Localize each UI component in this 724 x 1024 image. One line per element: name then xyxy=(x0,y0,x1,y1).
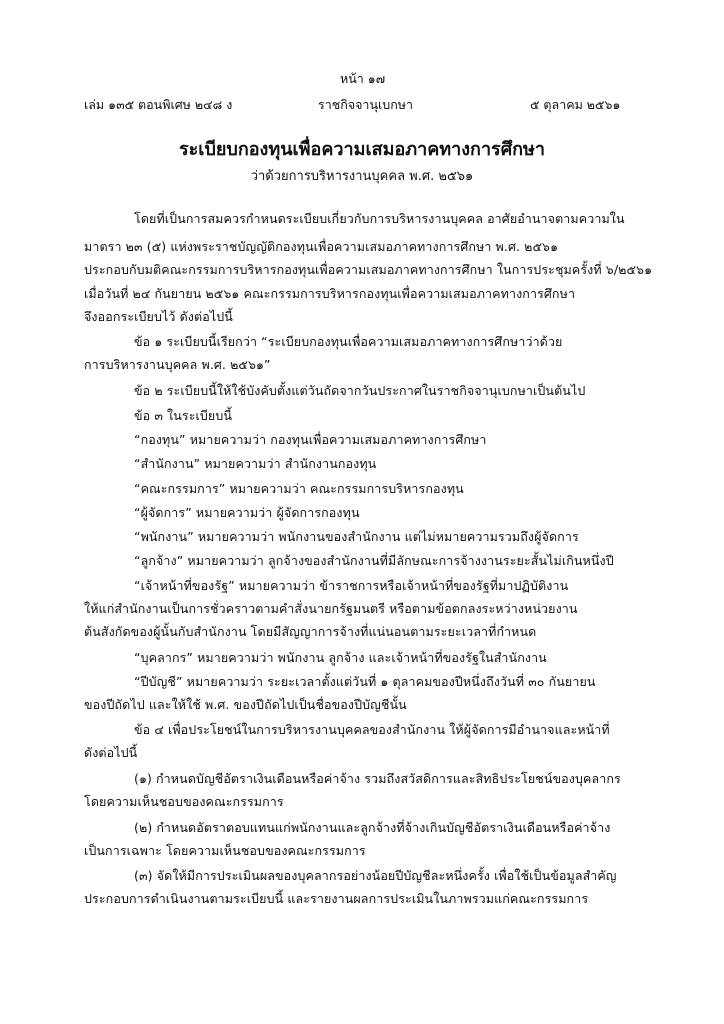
body-line: “พนักงาน” หมายความว่า พนักงานของสำนักงาน แต่ไม่หมายความรวมถึงผู้จัดการ xyxy=(134,529,579,544)
body-line: “ผู้จัดการ” หมายความว่า ผู้จัดการกองทุน xyxy=(134,505,360,520)
body-line: การบริหารงานบุคคล พ.ศ. ๒๕๖๑” xyxy=(84,357,271,372)
page-number: หน้า ๑๗ xyxy=(340,71,386,86)
body-line: (๓) จัดให้มีการประเมินผลของบุคลากรอย่างน้อยปีบัญชีละหนึ่งครั้ง เพื่อใช้เป็นข้อมูลสำคัญ xyxy=(134,868,617,883)
body-line: “กองทุน” หมายความว่า กองทุนเพื่อความเสมอภาคทางการศึกษา xyxy=(134,432,487,447)
publication-date: ๕ ตุลาคม ๒๕๖๑ xyxy=(530,97,621,112)
body-line: ของปีถัดไป และให้ใช้ พ.ศ. ของปีถัดไปเป็นชื่อของปีบัญชีนั้น xyxy=(84,697,407,712)
body-line: “ปีบัญชี” หมายความว่า ระยะเวลาตั้งแต่วันที่ ๑ ตุลาคมของปีหนึ่งถึงวันที่ ๓๐ กันยายน xyxy=(134,674,596,689)
volume-info: เล่ม ๑๓๕ ตอนพิเศษ ๒๔๘ ง xyxy=(84,97,233,112)
body-line: ต้นสังกัดของผู้นั้นกับสำนักงาน โดยมีสัญญาการจ้างที่แน่นอนตามระยะเวลาที่กำหนด xyxy=(84,624,537,639)
body-line: จึงออกระเบียบไว้ ดังต่อไปนี้ xyxy=(84,309,233,324)
document-title: ระเบียบกองทุนเพื่อความเสมอภาคทางการศึกษา xyxy=(178,139,546,160)
body-line: “สำนักงาน” หมายความว่า สำนักงานกองทุน xyxy=(134,456,377,471)
body-line: เป็นการเฉพาะ โดยความเห็นชอบของคณะกรรมการ xyxy=(84,843,366,858)
body-line: โดยความเห็นชอบของคณะกรรมการ xyxy=(84,794,284,809)
body-line: ประกอบกับมติคณะกรรมการบริหารกองทุนเพื่อความเสมอภาคทางการศึกษา ในการประชุมครั้งที่ ๖/๒๕๖๑ xyxy=(84,262,653,277)
document-subtitle: ว่าด้วยการบริหารงานบุคคล พ.ศ. ๒๕๖๑ xyxy=(250,169,474,184)
body-line: โดยที่เป็นการสมควรกำหนดระเบียบเกี่ยวกับการบริหารงานบุคคล อาศัยอำนาจตามความใน xyxy=(134,211,625,226)
body-line: (๑) กำหนดบัญชีอัตราเงินเดือนหรือค่าจ้าง รวมถึงสวัสดิการและสิทธิประโยชน์ของบุคลากร xyxy=(134,771,621,786)
body-line: ข้อ ๓ ในระเบียบนี้ xyxy=(134,408,233,423)
body-line: ข้อ ๒ ระเบียบนี้ให้ใช้บังคับตั้งแต่วันถัดจากวันประกาศในราชกิจจานุเบกษาเป็นต้นไป xyxy=(134,383,586,398)
body-line: ให้แก่สำนักงานเป็นการชั่วคราวตามคำสั่งนายกรัฐมนตรี หรือตามข้อตกลงระหว่างหน่วยงาน xyxy=(84,601,578,616)
body-line: เมื่อวันที่ ๒๔ กันยายน ๒๕๖๑ คณะกรรมการบริหารกองทุนเพื่อความเสมอภาคทางการศึกษา xyxy=(84,286,576,301)
gazette-name: ราชกิจจานุเบกษา xyxy=(318,97,414,112)
body-line: ประกอบการดำเนินงานตามระเบียบนี้ และรายงานผลการประเมินในภาพรวมแก่คณะกรรมการ xyxy=(84,891,589,906)
body-line: มาตรา ๒๓ (๕) แห่งพระราชบัญญัติกองทุนเพื่อความเสมอภาคทางการศึกษา พ.ศ. ๒๕๖๑ xyxy=(84,239,559,254)
body-line: “บุคลากร” หมายความว่า พนักงาน ลูกจ้าง และเจ้าหน้าที่ของรัฐในสำนักงาน xyxy=(134,650,547,665)
body-line: ข้อ ๔ เพื่อประโยชน์ในการบริหารงานบุคคลของสำนักงาน ให้ผู้จัดการมีอำนาจและหน้าที่ xyxy=(134,722,610,737)
body-line: ข้อ ๑ ระเบียบนี้เรียกว่า “ระเบียบกองทุนเพื่อความเสมอภาคทางการศึกษาว่าด้วย xyxy=(134,334,563,349)
body-line: “คณะกรรมการ” หมายความว่า คณะกรรมการบริหารกองทุน xyxy=(134,481,464,496)
body-line: (๒) กำหนดอัตราตอบแทนแก่พนักงานและลูกจ้างที่จ้างเกินบัญชีอัตราเงินเดือนหรือค่าจ้าง xyxy=(134,820,611,835)
body-line: “ลูกจ้าง” หมายความว่า ลูกจ้างของสำนักงานที่มีลักษณะการจ้างงานระยะสั้นไม่เกินหนึ่งปี xyxy=(134,553,614,568)
body-line: ดังต่อไปนี้ xyxy=(84,745,138,760)
body-line: “เจ้าหน้าที่ของรัฐ” หมายความว่า ข้าราชการหรือเจ้าหน้าที่ของรัฐที่มาปฏิบัติงาน xyxy=(134,578,569,593)
